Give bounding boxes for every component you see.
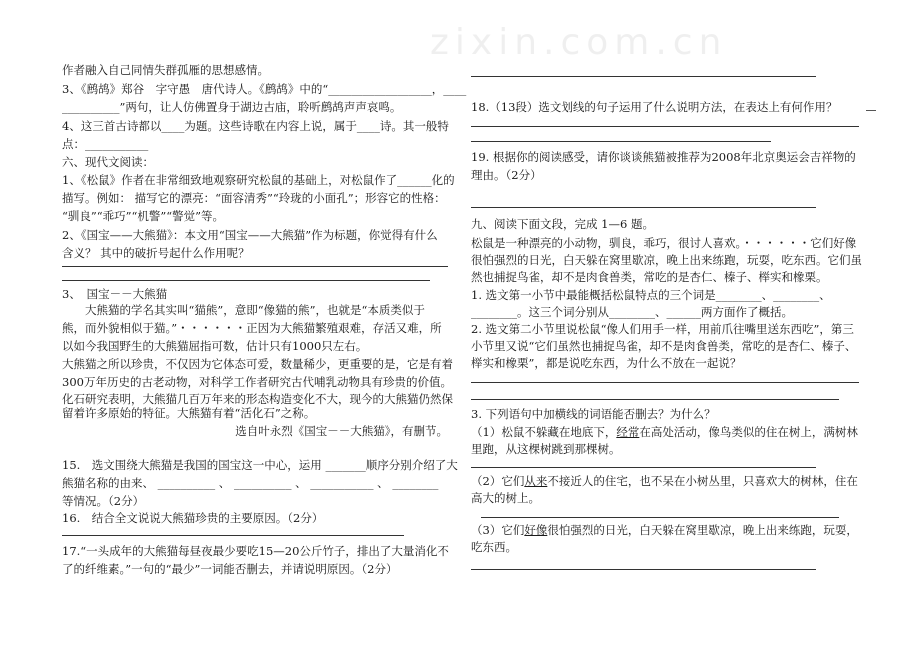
- answer-line: [471, 467, 816, 468]
- sentence-1-line1: [471, 425, 858, 439]
- section-6-heading: 六、现代文阅读：: [62, 155, 154, 169]
- watermark: zixin.com.cn: [430, 22, 728, 63]
- margin-mark: [866, 110, 876, 111]
- question-15-line2: 熊猫名称的由来、 __________ 、 __________ 、 ___________ 、 ________: [62, 476, 439, 490]
- sentence-3-line1: [471, 523, 858, 537]
- underlined-word: 好像: [524, 523, 548, 537]
- sentence-3-text: 很怕强烈的日光，白天躲在窝里歇凉，晚上出来练跑，玩耍，: [547, 523, 858, 537]
- answer-line: [481, 517, 839, 518]
- passage-line: 以如今我国野生的大熊猫屈指可数，估计只有1000只左右。: [62, 339, 368, 353]
- passage-line: 松鼠是一种漂亮的小动物，驯良，乖巧，很讨人喜欢。・・・・・・它们好像: [471, 236, 857, 250]
- passage-line: 化石研究表明，大熊猫几百万年来的形态构造变化不大，现今的大熊猫仍然保: [62, 392, 453, 406]
- question-4-line2: 点：___________: [62, 137, 149, 151]
- exercise-2-line2: 小节里又说“它们虽然也捕捉鸟雀，却不是肉食兽类，常吃的是杏仁、榛子、: [471, 339, 857, 353]
- exercise-3: 3. 下列语句中加横线的词语能否删去？为什么？: [471, 407, 716, 421]
- question-19-line2: 理由。（2分）: [471, 168, 542, 182]
- answer-line: [471, 569, 816, 570]
- question-15-line1: 15. 选文围绕大熊猫是我国的国宝这一中心，运用 _______顺序分别介绍了大: [62, 458, 458, 472]
- answer-line: [471, 76, 816, 77]
- passage-title: 3、 国宝－－大熊猫: [62, 287, 168, 301]
- question-1-line1: 1、《松鼠》作者在非常细致地观察研究松鼠的基础上，对松鼠作了______化的: [62, 173, 455, 187]
- question-2-line2: 含义？ 其中的破折号起什么作用呢？: [62, 246, 250, 260]
- question-1-line2: 描写。例如： 描写它的漂亮：“面容清秀”“玲珑的小面孔”；形容它的性格：: [62, 191, 446, 205]
- question-2-line1: 2、《国宝——大熊猫》：本文用“国宝——大熊猫”作为标题，你觉得有什么: [62, 228, 438, 242]
- answer-line: [471, 141, 771, 142]
- underlined-word: 经常: [616, 425, 640, 439]
- answer-line: [62, 280, 430, 281]
- passage-line: 熊，而外貌相似于猫。”・・・・・・正因为大熊猫繁殖艰难，存活又难，所: [62, 321, 442, 335]
- sentence-1-line2: 里跑，从这棵树跳到那棵树。: [471, 442, 621, 456]
- answer-line: [62, 535, 404, 536]
- passage-source: 选自叶永烈《国宝－－大熊猫》，有删节。: [235, 424, 448, 438]
- exercise-1-line1: 1. 选文第一小节中最能概括松鼠特点的三个词是________、________、: [471, 288, 831, 302]
- sentence-2-text: （2）它们: [471, 474, 525, 488]
- sentence-2-line1: [471, 474, 858, 488]
- question-17-line2: 了的纤维素。”一句的“最少”一词能否删去，并请说明原因。（2分）: [62, 562, 398, 576]
- question-3-line1: 3、《鹧鸪》郑谷 字守愚 唐代诗人。《鹧鸪》中的“__________________，____: [62, 82, 467, 96]
- answer-line: [62, 266, 448, 267]
- exercise-1-line2: ________。这三个词分别从________、______两方面作了概括。: [471, 305, 793, 319]
- sentence-1-text: 在高处活动，像鸟类似的住在树上，满树林: [639, 425, 858, 439]
- passage-line: 大熊猫之所以珍贵，不仅因为它体态可爱，数量稀少，更重要的是，它是有着: [62, 357, 453, 371]
- sentence-1-text: （1）松鼠不躲藏在地底下，: [471, 425, 617, 439]
- question-15-line3: 等情况。（2分）: [62, 494, 145, 508]
- section-9-heading: 九、阅读下面文段，完成 1—6 题。: [471, 217, 654, 231]
- question-19-line1: 19. 根据你的阅读感受，请你谈谈熊猫被推荐为2008年北京奥运会吉祥物的: [471, 150, 856, 164]
- sentence-3-text: （3）它们: [471, 523, 525, 537]
- question-1-line3: “驯良”“乖巧”“机警”“警觉”等。: [62, 209, 225, 223]
- question-18: 18.（13段）选文划线的句子运用了什么说明方法，在表达上有何作用？: [471, 100, 838, 114]
- question-17-line1: 17.“一头成年的大熊猫每昼夜最少要吃15—20公斤竹子，排出了大量消化不: [62, 544, 449, 558]
- passage-line: 大熊猫的学名其实叫“猫熊”，意即“像猫的熊”，也就是“本质类似于: [62, 303, 425, 317]
- exercise-2-line1: 2. 选文第二小节里说松鼠“像人们用手一样，用前爪往嘴里送东西吃”，第三: [471, 322, 854, 336]
- passage-line: 然也捕捉鸟雀，却不是肉食兽类，常吃的是杏仁、榛子、榉实和橡栗。: [471, 270, 828, 284]
- answer-line: [471, 399, 839, 400]
- passage-line: 留着许多原始的特征。大熊猫有着“活化石”之称。: [62, 406, 316, 420]
- answer-line: [471, 207, 816, 208]
- sentence-3-line2: 吃东西。: [471, 540, 517, 554]
- exercise-2-line3: 榉实和橡栗”，都是说吃东西，为什么不放在一起说？: [471, 356, 742, 370]
- question-4-line1: 4、这三首古诗都以____为题。这些诗歌在内容上说，属于____诗。其一般特: [62, 119, 449, 133]
- passage-line: 很怕强烈的日光，白天躲在窝里歇凉，晚上出来练跑，玩耍，吃东西。它们虽: [471, 253, 862, 267]
- answer-line: [471, 126, 859, 127]
- sentence-2-text: 不接近人的住宅，也不呆在小树丛里，只喜欢大的树林，住在: [547, 474, 858, 488]
- passage-line: 300万年历史的古老动物，对科学工作者研究古代哺乳动物具有珍贵的价值。: [62, 375, 452, 389]
- sentence-2-line2: 高大的树上。: [471, 491, 540, 505]
- question-16: 16. 结合全文说说大熊猫珍贵的主要原因。（2分）: [62, 511, 324, 525]
- answer-line: [471, 382, 859, 383]
- question-3-line2: __________”两句，让人仿佛置身于湖边古庙，聆听鹧鸪声声哀鸣。: [62, 100, 402, 114]
- underlined-word: 从来: [524, 474, 548, 488]
- text-line: 作者融入自己同情失群孤雁的思想感情。: [62, 63, 269, 77]
